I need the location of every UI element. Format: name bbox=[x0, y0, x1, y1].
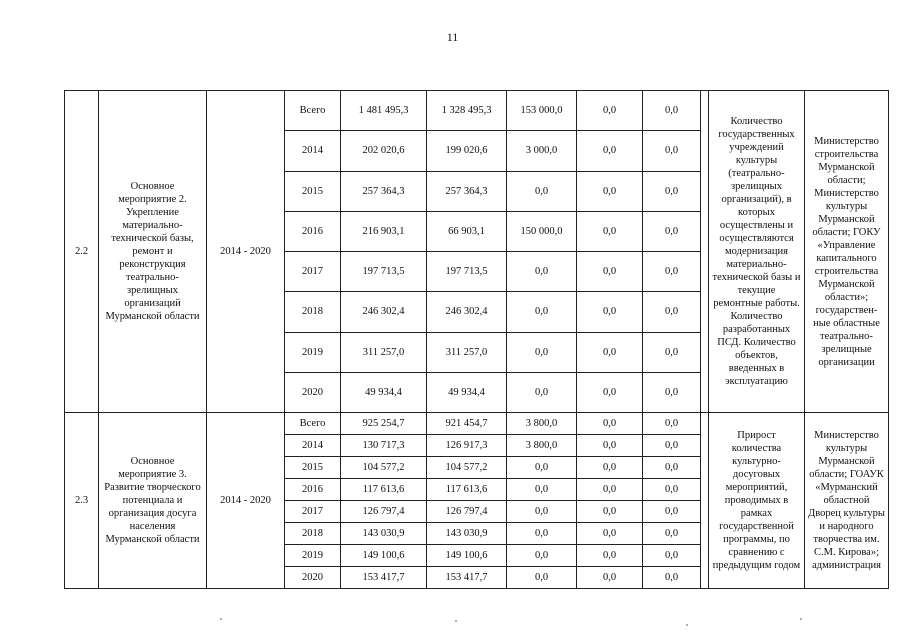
budget-cell: 117 613,6 bbox=[427, 479, 507, 501]
total-cell: 202 020,6 bbox=[341, 131, 427, 171]
spacer-column bbox=[701, 413, 709, 589]
other-cell: 0,0 bbox=[643, 523, 701, 545]
year-cell: 2018 bbox=[285, 523, 341, 545]
budget-cell: 311 257,0 bbox=[427, 332, 507, 372]
federal-cell: 0,0 bbox=[507, 501, 577, 523]
local-cell: 0,0 bbox=[577, 131, 643, 171]
other-cell: 0,0 bbox=[643, 372, 701, 412]
local-cell: 0,0 bbox=[577, 479, 643, 501]
year-cell: 2017 bbox=[285, 501, 341, 523]
year-cell: 2015 bbox=[285, 171, 341, 211]
total-cell: 104 577,2 bbox=[341, 457, 427, 479]
other-cell: 0,0 bbox=[643, 171, 701, 211]
local-cell: 0,0 bbox=[577, 567, 643, 589]
budget-cell: 126 797,4 bbox=[427, 501, 507, 523]
activity-name: Основное мероприятие 3. Развитие творческого потенциала и организация досуга населения Мурманской области bbox=[99, 413, 207, 589]
year-cell: 2020 bbox=[285, 372, 341, 412]
period: 2014 - 2020 bbox=[207, 413, 285, 589]
federal-cell: 0,0 bbox=[507, 372, 577, 412]
other-cell: 0,0 bbox=[643, 479, 701, 501]
federal-cell: 3 000,0 bbox=[507, 131, 577, 171]
local-cell: 0,0 bbox=[577, 252, 643, 292]
budget-cell: 153 417,7 bbox=[427, 567, 507, 589]
total-cell: 216 903,1 bbox=[341, 211, 427, 251]
table-row bbox=[65, 91, 889, 131]
year-cell: 2020 bbox=[285, 567, 341, 589]
executor-text: Министерство строительства Мурманской области; Министерство культуры Мурманской области; ГОКУ «Управление капитального строительства Мурманской области»; государствен-ные областные театрально-зрелищные организации bbox=[805, 91, 889, 413]
year-cell: 2017 bbox=[285, 252, 341, 292]
executor-text: Министерство культуры Мурманской области; ГОАУК «Мурманский областной Дворец культуры и народного творчества им. С.М. Кирова»; администрация bbox=[805, 413, 889, 589]
other-cell: 0,0 bbox=[643, 501, 701, 523]
local-cell: 0,0 bbox=[577, 292, 643, 332]
other-cell: 0,0 bbox=[643, 332, 701, 372]
budget-cell: 149 100,6 bbox=[427, 545, 507, 567]
year-cell: Всего bbox=[285, 91, 341, 131]
year-cell: 2015 bbox=[285, 457, 341, 479]
total-cell: 153 417,7 bbox=[341, 567, 427, 589]
federal-cell: 150 000,0 bbox=[507, 211, 577, 251]
budget-cell: 199 020,6 bbox=[427, 131, 507, 171]
federal-cell: 0,0 bbox=[507, 171, 577, 211]
spacer-column bbox=[701, 91, 709, 413]
budget-cell: 1 328 495,3 bbox=[427, 91, 507, 131]
total-cell: 130 717,3 bbox=[341, 435, 427, 457]
total-cell: 149 100,6 bbox=[341, 545, 427, 567]
federal-cell: 0,0 bbox=[507, 292, 577, 332]
year-cell: 2019 bbox=[285, 332, 341, 372]
federal-cell: 153 000,0 bbox=[507, 91, 577, 131]
row-number: 2.2 bbox=[65, 91, 99, 413]
table-body bbox=[65, 91, 889, 589]
year-cell: 2016 bbox=[285, 211, 341, 251]
budget-cell: 49 934,4 bbox=[427, 372, 507, 412]
total-cell: 126 797,4 bbox=[341, 501, 427, 523]
local-cell: 0,0 bbox=[577, 171, 643, 211]
federal-cell: 0,0 bbox=[507, 457, 577, 479]
budget-cell: 197 713,5 bbox=[427, 252, 507, 292]
total-cell: 1 481 495,3 bbox=[341, 91, 427, 131]
local-cell: 0,0 bbox=[577, 545, 643, 567]
indicator-text: Количество государственных учреждений культуры (театрально-зрелищных организаций), в которых осуществлены и осуществляются модернизация материально-технической базы и текущие ремонтные работы. Количество разработанных ПСД. Количество объектов, введенных в эксплуатацию bbox=[709, 91, 805, 413]
federal-cell: 0,0 bbox=[507, 567, 577, 589]
budget-cell: 104 577,2 bbox=[427, 457, 507, 479]
indicator-text: Прирост количества культурно-досуговых мероприятий, проводимых в рамках государственной программы, по сравнению с предыдущим годом bbox=[709, 413, 805, 589]
total-cell: 311 257,0 bbox=[341, 332, 427, 372]
year-cell: 2014 bbox=[285, 435, 341, 457]
federal-cell: 0,0 bbox=[507, 523, 577, 545]
budget-cell: 143 030,9 bbox=[427, 523, 507, 545]
local-cell: 0,0 bbox=[577, 372, 643, 412]
federal-cell: 3 800,0 bbox=[507, 413, 577, 435]
local-cell: 0,0 bbox=[577, 523, 643, 545]
other-cell: 0,0 bbox=[643, 545, 701, 567]
local-cell: 0,0 bbox=[577, 457, 643, 479]
activity-name: Основное мероприятие 2. Укрепление материально-технической базы, ремонт и реконструкция театрально-зрелищных организаций Мурманской области bbox=[99, 91, 207, 413]
other-cell: 0,0 bbox=[643, 252, 701, 292]
budget-cell: 246 302,4 bbox=[427, 292, 507, 332]
federal-cell: 0,0 bbox=[507, 252, 577, 292]
local-cell: 0,0 bbox=[577, 435, 643, 457]
year-cell: 2018 bbox=[285, 292, 341, 332]
federal-cell: 0,0 bbox=[507, 545, 577, 567]
other-cell: 0,0 bbox=[643, 413, 701, 435]
federal-cell: 0,0 bbox=[507, 332, 577, 372]
other-cell: 0,0 bbox=[643, 457, 701, 479]
budget-cell: 257 364,3 bbox=[427, 171, 507, 211]
local-cell: 0,0 bbox=[577, 413, 643, 435]
other-cell: 0,0 bbox=[643, 435, 701, 457]
local-cell: 0,0 bbox=[577, 501, 643, 523]
total-cell: 257 364,3 bbox=[341, 171, 427, 211]
total-cell: 925 254,7 bbox=[341, 413, 427, 435]
other-cell: 0,0 bbox=[643, 292, 701, 332]
row-number: 2.3 bbox=[65, 413, 99, 589]
total-cell: 143 030,9 bbox=[341, 523, 427, 545]
period: 2014 - 2020 bbox=[207, 91, 285, 413]
page-number: 11 bbox=[446, 30, 459, 44]
total-cell: 49 934,4 bbox=[341, 372, 427, 412]
year-cell: 2014 bbox=[285, 131, 341, 171]
local-cell: 0,0 bbox=[577, 332, 643, 372]
local-cell: 0,0 bbox=[577, 211, 643, 251]
budget-cell: 126 917,3 bbox=[427, 435, 507, 457]
other-cell: 0,0 bbox=[643, 211, 701, 251]
budget-cell: 921 454,7 bbox=[427, 413, 507, 435]
total-cell: 246 302,4 bbox=[341, 292, 427, 332]
year-cell: 2019 bbox=[285, 545, 341, 567]
total-cell: 197 713,5 bbox=[341, 252, 427, 292]
other-cell: 0,0 bbox=[643, 567, 701, 589]
total-cell: 117 613,6 bbox=[341, 479, 427, 501]
local-cell: 0,0 bbox=[577, 91, 643, 131]
other-cell: 0,0 bbox=[643, 91, 701, 131]
year-cell: Всего bbox=[285, 413, 341, 435]
federal-cell: 0,0 bbox=[507, 479, 577, 501]
budget-cell: 66 903,1 bbox=[427, 211, 507, 251]
year-cell: 2016 bbox=[285, 479, 341, 501]
program-table bbox=[64, 90, 889, 589]
other-cell: 0,0 bbox=[643, 131, 701, 171]
federal-cell: 3 800,0 bbox=[507, 435, 577, 457]
table-row bbox=[65, 413, 889, 435]
